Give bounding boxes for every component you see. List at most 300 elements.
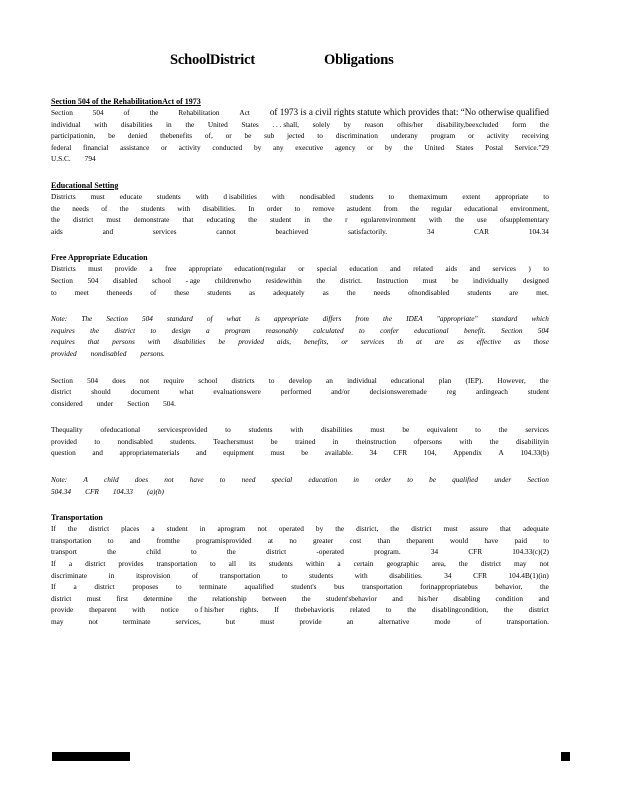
- word: the: [458, 559, 468, 569]
- word: an: [326, 375, 333, 385]
- document-body: [51, 96, 549, 634]
- word: as: [322, 287, 329, 297]
- word: notice: [160, 605, 179, 615]
- word: be: [451, 275, 459, 285]
- word: the: [51, 203, 60, 213]
- word: geographic: [386, 559, 419, 569]
- word: CFR: [468, 547, 483, 557]
- word: assure: [469, 524, 488, 534]
- word: aids: [51, 226, 63, 236]
- word: to: [175, 582, 182, 592]
- section-heading: Section 504 of the RehabilitationAct of 1973: [51, 97, 201, 106]
- text-line: [51, 263, 549, 275]
- word: a: [68, 559, 73, 569]
- word: o f his/her: [194, 605, 225, 615]
- word: are: [509, 287, 519, 297]
- word: first: [116, 593, 128, 603]
- word: of: [101, 203, 108, 213]
- word: with: [147, 337, 161, 347]
- word: (IEP).: [465, 375, 484, 385]
- word: in: [166, 119, 172, 129]
- word: States: [241, 119, 259, 129]
- word: proposes: [132, 582, 159, 592]
- word: or: [161, 142, 168, 152]
- word: to: [219, 475, 226, 485]
- word: of: [206, 314, 213, 324]
- word: educational: [390, 375, 425, 385]
- word: not: [257, 524, 267, 534]
- word: confer: [380, 325, 399, 335]
- word: students.: [170, 436, 196, 446]
- word: theparent: [406, 535, 434, 545]
- word: to: [150, 325, 157, 335]
- word: United: [207, 119, 228, 129]
- word: 504: [537, 325, 549, 335]
- footer-bar-left: [52, 752, 130, 761]
- word: or: [468, 131, 475, 141]
- word: any: [272, 142, 284, 152]
- word: receiving: [521, 131, 549, 141]
- word: appropriate: [273, 314, 309, 324]
- word: the: [67, 524, 77, 534]
- word: ): [528, 264, 531, 274]
- word: area,: [431, 559, 446, 569]
- word: designed: [522, 275, 549, 285]
- word: should: [91, 387, 111, 397]
- word: students: [248, 425, 273, 435]
- text-line: [51, 581, 549, 593]
- word: equipment: [223, 448, 254, 458]
- word: to: [407, 475, 413, 485]
- word: 504: [87, 375, 99, 385]
- word: the: [539, 119, 549, 129]
- word: reason: [364, 119, 384, 129]
- word: those: [533, 337, 549, 347]
- word: must: [422, 275, 437, 285]
- word: aids: [445, 264, 458, 274]
- word: federal: [51, 142, 72, 152]
- section-4: [51, 375, 549, 410]
- word: egularenvironment: [360, 215, 416, 225]
- word: provides: [118, 559, 144, 569]
- word: or: [298, 264, 305, 274]
- word: transportation: [156, 559, 198, 569]
- word: services: [492, 264, 516, 274]
- word: these: [174, 287, 190, 297]
- word: must: [86, 593, 101, 603]
- text-line: [51, 616, 549, 628]
- text-line: [51, 398, 549, 410]
- word: does: [134, 475, 149, 485]
- word: services,: [175, 617, 201, 626]
- word: with: [459, 436, 473, 446]
- word: need: [241, 475, 256, 485]
- section-5: [51, 424, 549, 459]
- word: students: [156, 191, 181, 201]
- word: the: [90, 325, 100, 335]
- word: the: [346, 287, 356, 297]
- word: U.S.C.: [51, 154, 71, 164]
- word: If: [51, 559, 56, 569]
- word: the: [383, 314, 392, 324]
- word: individually: [473, 275, 509, 285]
- word: CFR: [85, 486, 99, 496]
- word: by: [315, 524, 324, 534]
- text-line: [51, 424, 549, 436]
- word: must: [443, 524, 458, 534]
- word: satisfactorily.: [348, 226, 388, 236]
- word: the: [489, 436, 499, 446]
- word: Service.”29: [514, 142, 549, 152]
- word: under: [494, 475, 512, 485]
- word: special: [316, 264, 338, 274]
- word: the: [403, 142, 413, 152]
- word: as: [457, 337, 464, 347]
- word: what: [226, 314, 241, 324]
- word: be: [218, 337, 226, 347]
- word: 34: [426, 226, 435, 236]
- word: underany: [390, 131, 418, 141]
- word: rights.: [239, 605, 259, 615]
- section-7: [51, 512, 549, 627]
- section-gap: [51, 503, 549, 512]
- word: Postal: [485, 142, 503, 152]
- word: appropriate: [188, 264, 223, 274]
- word: district: [51, 593, 72, 603]
- word: transportation: [51, 535, 92, 545]
- word: under: [96, 398, 114, 408]
- word: 104.33(c)(2): [512, 547, 549, 557]
- word: disabilityin: [516, 436, 549, 446]
- word: child: [146, 547, 161, 557]
- word: district: [265, 547, 287, 557]
- word: places: [121, 524, 140, 534]
- word: jected: [287, 131, 305, 141]
- word: the: [248, 215, 257, 225]
- word: themaximum: [409, 191, 448, 201]
- word: met.: [536, 287, 549, 297]
- word: what: [179, 387, 194, 397]
- word: nondisabled: [90, 348, 127, 358]
- text-line: [51, 436, 549, 448]
- word: within: [305, 559, 325, 569]
- word: of 1973 is a civil rights statute which provides that: “No otherwise qualified: [269, 107, 549, 117]
- word: fromthe: [156, 535, 180, 545]
- word: performed: [280, 387, 312, 397]
- word: requires: [51, 337, 75, 347]
- word: the: [187, 593, 197, 603]
- word: transportation.: [506, 617, 549, 626]
- word: all: [228, 559, 236, 569]
- word: standard: [491, 314, 518, 324]
- word: program.: [374, 547, 401, 557]
- word: with: [177, 203, 191, 213]
- word: but: [225, 617, 236, 626]
- text-line: [51, 523, 549, 535]
- word: activity: [178, 142, 201, 152]
- section-gap: [51, 171, 549, 180]
- word: 104,: [423, 448, 437, 458]
- word: disabilities: [173, 337, 206, 347]
- text-line: [51, 153, 549, 165]
- word: by: [254, 142, 262, 152]
- word: regular: [431, 203, 452, 213]
- word: would: [449, 535, 469, 545]
- word: mode: [434, 617, 451, 626]
- word: ofsupplementary: [499, 215, 549, 225]
- word: not: [164, 475, 174, 485]
- word: in: [108, 570, 115, 580]
- word: aprogram: [217, 524, 246, 534]
- word: student'sbehavior: [326, 593, 377, 603]
- word: of,: [204, 131, 213, 141]
- word: be: [108, 131, 116, 141]
- word: no: [289, 535, 297, 545]
- word: students: [467, 287, 492, 297]
- word: must: [90, 191, 105, 201]
- word: discriminate: [51, 570, 88, 580]
- word: aqualified: [244, 582, 274, 592]
- word: paid: [514, 535, 528, 545]
- word: - age: [185, 275, 200, 285]
- word: Districts: [51, 191, 76, 201]
- text-line: [51, 486, 549, 498]
- word: Note:: [51, 314, 68, 324]
- word: theparent: [89, 605, 117, 615]
- word: have: [189, 475, 204, 485]
- word: The: [81, 314, 93, 324]
- text-line: [51, 203, 549, 215]
- section-gap: [51, 243, 549, 252]
- word: extent: [462, 191, 481, 201]
- word: the: [226, 547, 236, 557]
- word: its: [248, 559, 256, 569]
- word: condition: [495, 593, 524, 603]
- word: from: [355, 314, 369, 324]
- word: educate: [119, 191, 142, 201]
- word: theneeds: [106, 287, 133, 297]
- text-line: [51, 226, 549, 238]
- word: to: [107, 535, 114, 545]
- word: persons: [112, 337, 135, 347]
- word: an: [346, 617, 354, 626]
- word: the: [407, 605, 417, 615]
- word: services: [360, 337, 385, 347]
- word: school: [151, 275, 172, 285]
- word: question: [51, 448, 76, 458]
- word: to: [317, 131, 323, 141]
- word: provide: [51, 605, 74, 615]
- word: to: [543, 264, 549, 274]
- section-3: [51, 313, 549, 359]
- word: Section: [51, 375, 73, 385]
- word: that: [87, 337, 100, 347]
- word: servicesprovided: [157, 425, 208, 435]
- word: a: [151, 524, 155, 534]
- section-heading: Transportation: [51, 513, 103, 523]
- text-line: [51, 348, 549, 360]
- text-line: [51, 570, 549, 582]
- word: the: [498, 425, 508, 435]
- word: Section: [127, 398, 150, 408]
- word: nondisabled: [299, 191, 335, 201]
- word: determine: [143, 593, 173, 603]
- word: and: [92, 448, 103, 458]
- word: be: [244, 131, 252, 141]
- word: agency: [334, 142, 356, 152]
- word: the: [539, 375, 549, 385]
- word: to: [94, 436, 101, 446]
- word: 504: [141, 314, 153, 324]
- word: from: [383, 203, 398, 213]
- word: must: [370, 425, 385, 435]
- word: Rehabilitation: [178, 108, 220, 117]
- word: with: [132, 605, 146, 615]
- word: Appendix: [453, 448, 482, 458]
- word: provided: [238, 337, 264, 347]
- word: appropriatematerials: [119, 448, 180, 458]
- word: services: [525, 425, 549, 435]
- word: have: [484, 535, 499, 545]
- word: 34: [369, 448, 377, 458]
- word: 104.33(b): [520, 448, 549, 458]
- word: transportation: [361, 582, 403, 592]
- text-line: [51, 474, 549, 486]
- word: by: [384, 142, 393, 152]
- word: to: [225, 425, 231, 435]
- word: of: [192, 570, 199, 580]
- word: school: [198, 375, 218, 385]
- word: must: [106, 215, 121, 225]
- word: alternative: [378, 617, 410, 626]
- section-gap: [51, 304, 549, 313]
- word: that: [500, 524, 511, 534]
- word: in: [332, 436, 339, 446]
- word: discrimination: [335, 131, 378, 141]
- word: childrenwho: [214, 275, 252, 285]
- word: CFR: [473, 570, 487, 580]
- word: to: [475, 425, 481, 435]
- word: activity: [486, 131, 509, 141]
- word: plan: [438, 375, 452, 385]
- word: educating: [206, 215, 235, 225]
- word: meet: [74, 287, 89, 297]
- word: Section: [106, 314, 128, 324]
- word: students: [309, 570, 334, 580]
- word: qualified: [452, 475, 479, 485]
- word: the: [540, 582, 549, 592]
- word: students: [349, 191, 374, 201]
- word: at: [267, 535, 274, 545]
- word: not: [539, 559, 549, 569]
- word: Act: [239, 108, 250, 117]
- word: and: [538, 593, 549, 603]
- word: conducted: [212, 142, 243, 152]
- page-title: [0, 50, 618, 72]
- word: or: [225, 131, 232, 141]
- word: education: [349, 264, 378, 274]
- word: Section: [527, 475, 549, 485]
- word: the: [149, 108, 159, 117]
- word: special: [271, 475, 293, 485]
- word: be: [402, 425, 410, 435]
- word: and: [195, 448, 207, 458]
- word: not: [88, 617, 98, 626]
- word: order: [375, 475, 392, 485]
- word: and: [469, 264, 481, 274]
- word: which: [531, 314, 549, 324]
- word: design: [171, 325, 191, 335]
- word: document: [130, 387, 160, 397]
- word: may: [51, 617, 64, 626]
- word: 104.4B(1)(in): [508, 570, 549, 580]
- word: districts: [231, 375, 255, 385]
- text-line: [51, 386, 549, 398]
- word: ofeducational: [100, 425, 141, 435]
- word: cannot: [216, 226, 236, 236]
- word: executive: [295, 142, 324, 152]
- word: A: [83, 475, 88, 485]
- word: and/or: [331, 387, 350, 397]
- word: free: [165, 264, 177, 274]
- word: benefits,: [303, 337, 329, 347]
- word: benefit.: [463, 325, 486, 335]
- word: student: [527, 387, 549, 397]
- word: trained: [295, 436, 316, 446]
- text-line: [51, 535, 549, 547]
- word: forinappropriatebus: [420, 582, 478, 592]
- word: be: [301, 448, 309, 458]
- word: of: [123, 108, 130, 117]
- word: educational: [464, 203, 498, 213]
- word: form: [512, 119, 527, 129]
- section-gap: [51, 366, 549, 375]
- word: does: [112, 375, 126, 385]
- word: participationin,: [51, 131, 96, 141]
- word: needs: [373, 287, 391, 297]
- word: Instruction: [376, 275, 409, 285]
- word: Teachersmust: [213, 436, 254, 446]
- word: 794: [84, 154, 96, 164]
- word: 104.33: [112, 486, 133, 496]
- word: individual: [51, 119, 81, 129]
- word: provided: [51, 348, 77, 358]
- word: Districts: [51, 264, 76, 274]
- word: between: [262, 593, 287, 603]
- word: students: [268, 559, 293, 569]
- word: ofnondisabled: [408, 287, 450, 297]
- text-line: [51, 375, 549, 387]
- word: However,: [497, 375, 526, 385]
- word: provide: [114, 264, 138, 274]
- word: States: [456, 142, 474, 152]
- word: r: [345, 215, 348, 225]
- section-2: [51, 252, 549, 298]
- text-line: [51, 558, 549, 570]
- word: disabled: [113, 275, 138, 285]
- word: CAR: [474, 226, 490, 236]
- word: to: [385, 605, 392, 615]
- word: to: [268, 375, 275, 385]
- word: educational: [414, 325, 449, 335]
- section-6: [51, 474, 549, 497]
- word: with: [290, 425, 304, 435]
- word: theinstruction: [355, 436, 397, 446]
- word: ofpersons: [413, 436, 442, 446]
- word: is: [254, 314, 260, 324]
- word: order: [266, 203, 283, 213]
- section-gap: [51, 465, 549, 474]
